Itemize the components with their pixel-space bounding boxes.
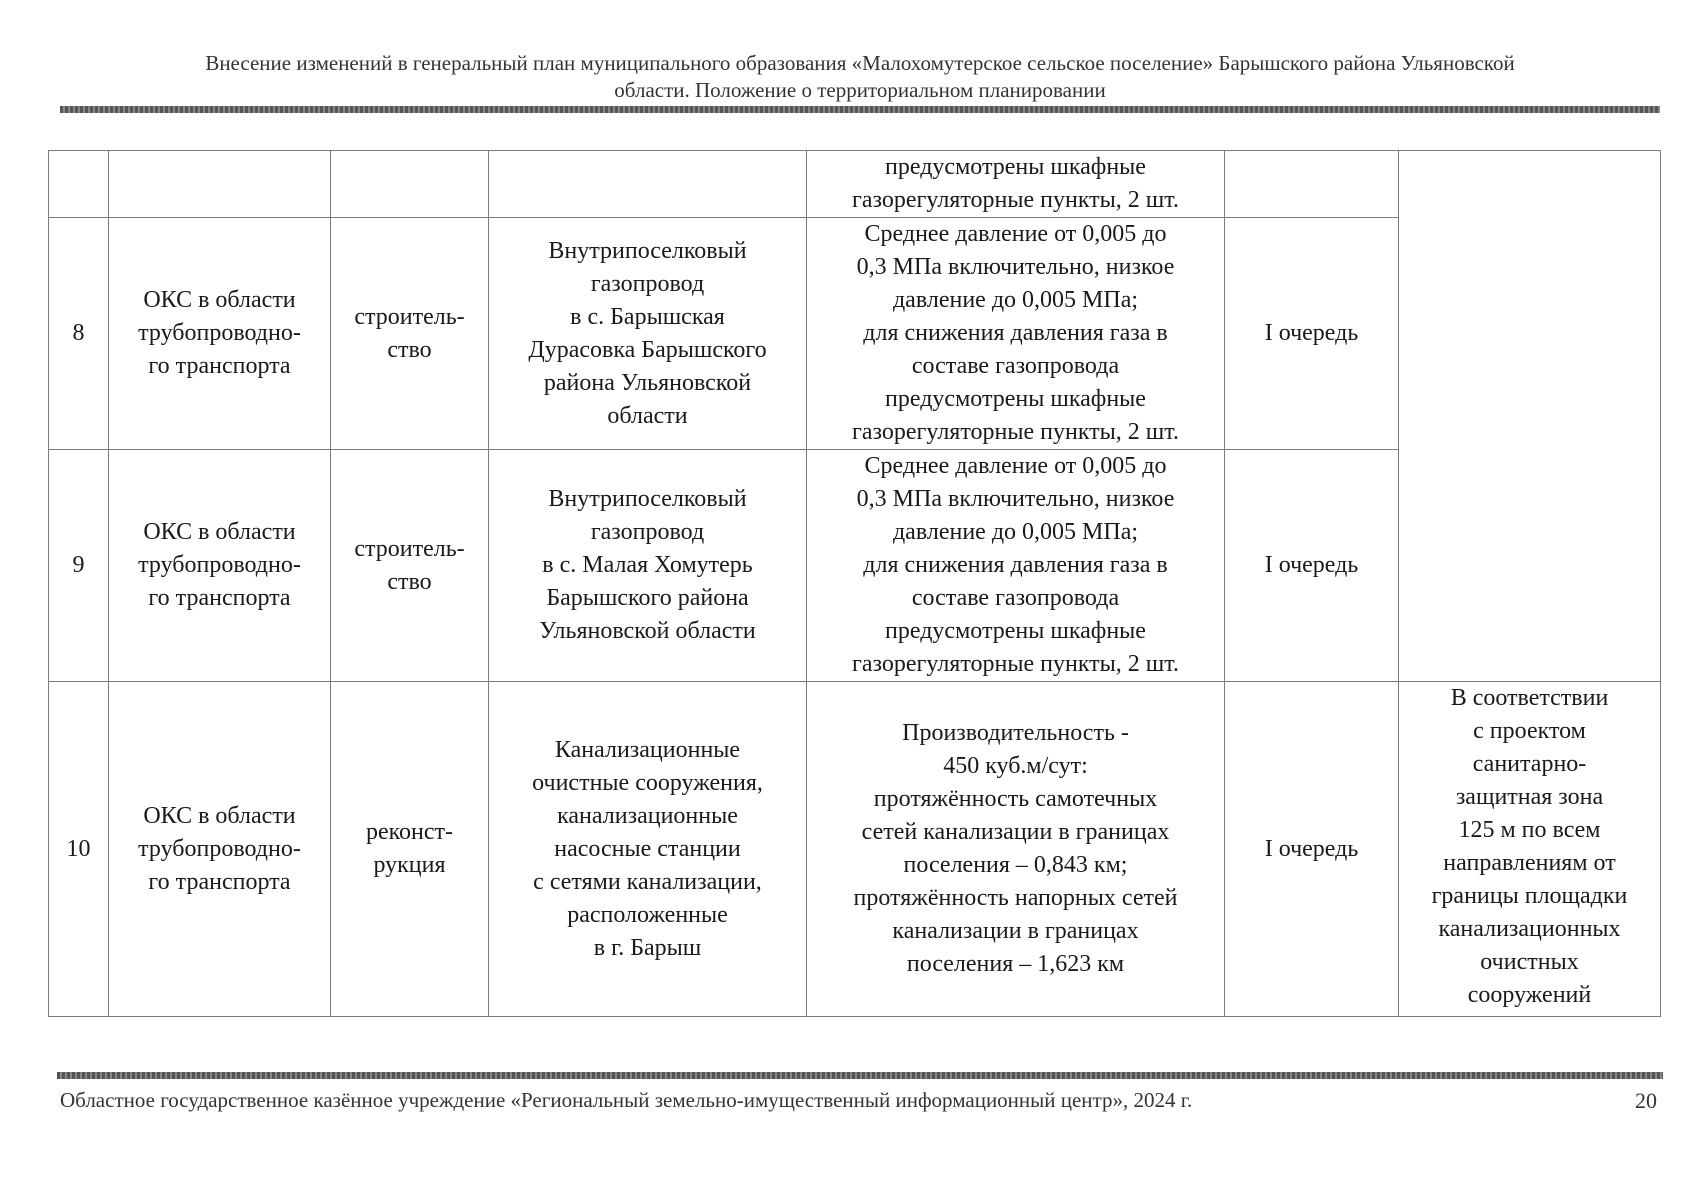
text-line: поселения – 0,843 км; <box>903 852 1128 878</box>
text-line: направлениям от <box>1443 850 1616 876</box>
text-line: предусмотрены шкафные <box>885 618 1146 644</box>
text-line: Канализационные <box>554 736 741 763</box>
text-line: ство <box>387 336 432 363</box>
text-line: газорегуляторные пункты, 2 шт. <box>852 419 1179 445</box>
text-line: для снижения давления газа в <box>863 320 1168 346</box>
text-line: го транспорта <box>148 868 291 895</box>
cell-description <box>807 682 1225 1017</box>
cell-note-empty <box>1399 151 1661 682</box>
text-line: газорегуляторные пункты, 2 шт. <box>852 651 1179 677</box>
cell-type <box>109 151 331 218</box>
document-header <box>60 50 1660 104</box>
text-line: протяжённость напорных сетей <box>853 885 1178 911</box>
cell-stage: I очередь <box>1225 218 1399 450</box>
text-line: расположенные <box>567 901 728 928</box>
cell-num: 10 <box>49 682 109 1017</box>
cell-action <box>331 218 489 450</box>
text-line: газопровод <box>590 519 705 545</box>
footer-rule <box>57 1072 1663 1079</box>
page-number: 20 <box>1635 1088 1657 1113</box>
text-line: санитарно- <box>1472 751 1587 777</box>
cell-object <box>489 151 807 218</box>
text-line: Внутрипоселковый <box>548 486 747 512</box>
text-line: го транспорта <box>148 353 291 379</box>
text-line: В соответствии <box>1450 685 1609 711</box>
text-line: трубопроводно- <box>138 835 301 862</box>
cell-stage: I очередь <box>1225 450 1399 682</box>
text-line: поселения – 1,623 км <box>906 951 1125 977</box>
text-line: строитель- <box>354 535 465 562</box>
cell-num: 8 <box>49 218 109 450</box>
text-line: Среднее давление от 0,005 до <box>864 221 1167 247</box>
text-line: области <box>607 402 688 429</box>
text-line: 125 м по всем <box>1458 817 1601 843</box>
text-line: Барышского района <box>546 585 749 611</box>
text-line: очистных <box>1480 949 1579 975</box>
cell-type <box>109 218 331 450</box>
text-line: в с. Малая Хомутерь <box>542 552 753 578</box>
cell-stage <box>1225 151 1399 218</box>
cell-type <box>109 450 331 682</box>
text-line: Среднее давление от 0,005 до <box>864 453 1167 479</box>
text-line: го транспорта <box>148 585 291 611</box>
text-line: насосные станции <box>554 835 741 862</box>
cell-action <box>331 450 489 682</box>
text-line: газопровод <box>590 270 705 297</box>
text-line: канализационные <box>557 802 738 829</box>
text-line: составе газопровода <box>911 585 1120 611</box>
cell-object <box>489 218 807 450</box>
text-line: реконст- <box>365 819 454 845</box>
text-line: в г. Барыш <box>593 934 702 961</box>
cell-object <box>489 450 807 682</box>
text-line: с проектом <box>1473 718 1586 744</box>
text-line: ОКС в области <box>143 519 296 545</box>
text-line: Производительность - <box>902 720 1129 746</box>
table-row-continuation <box>49 151 1661 218</box>
text-line: района Ульяновской <box>543 369 752 396</box>
cell-num: 9 <box>49 450 109 682</box>
text-line: очистные сооружения, <box>532 769 763 796</box>
text-line: 0,3 МПа включительно, низкое <box>856 486 1175 512</box>
text-line: сетей канализации в границах <box>861 819 1170 845</box>
header-line-2: области. Положение о территориальном планировании <box>614 78 1106 102</box>
text-line: канализационных <box>1438 916 1621 942</box>
text-line: Внутрипоселковый <box>548 237 747 264</box>
text-line: давление до 0,005 МПа; <box>892 287 1139 313</box>
header-line-1: Внесение изменений в генеральный план муниципального образования «Малохомутерское сельское поселение» Барышского района Ульяновской <box>205 51 1515 75</box>
cell-note <box>1399 682 1661 1017</box>
text-line: защитная зона <box>1455 784 1604 810</box>
cell-action <box>331 151 489 218</box>
cell-object <box>489 682 807 1017</box>
text-line: сооружений <box>1467 982 1592 1008</box>
planning-table <box>48 150 1661 1017</box>
cell-description <box>807 450 1225 682</box>
text-line: строитель- <box>354 303 465 330</box>
text-line: трубопроводно- <box>138 552 301 578</box>
text-line: Ульяновской области <box>539 618 756 644</box>
footer-organization: Областное государственное казённое учреждение «Региональный земельно-имущественный информационный центр», 2024 г. <box>60 1088 1193 1112</box>
cell-stage: I очередь <box>1225 682 1399 1017</box>
cell-type <box>109 682 331 1017</box>
text-line: составе газопровода <box>911 353 1120 379</box>
text-line: границы площадки <box>1431 883 1628 909</box>
text-line: давление до 0,005 МПа; <box>892 519 1139 545</box>
text-line: трубопроводно- <box>138 320 301 346</box>
text-line: рукция <box>373 852 446 878</box>
text-line: 450 куб.м/сут: <box>943 753 1088 779</box>
text-line: для снижения давления газа в <box>863 552 1168 578</box>
header-rule <box>60 106 1660 113</box>
text-line: ство <box>387 568 432 595</box>
table-row <box>49 682 1661 1017</box>
text-line: предусмотрены шкафные <box>885 154 1146 180</box>
text-line: ОКС в области <box>143 802 296 829</box>
text-line: Дурасовка Барышского <box>528 336 767 363</box>
text-line: 0,3 МПа включительно, низкое <box>856 254 1175 280</box>
cell-action <box>331 682 489 1017</box>
text-line: канализации в границах <box>892 918 1139 944</box>
text-line: газорегуляторные пункты, 2 шт. <box>852 187 1179 213</box>
cell-description <box>807 218 1225 450</box>
text-line: с сетями канализации, <box>533 868 762 895</box>
text-line: предусмотрены шкафные <box>885 386 1146 412</box>
text-line: протяжённость самотечных <box>873 786 1158 812</box>
text-line: ОКС в области <box>143 287 296 313</box>
cell-num <box>49 151 109 218</box>
text-line: в с. Барышская <box>570 303 725 330</box>
cell-description <box>807 151 1225 218</box>
